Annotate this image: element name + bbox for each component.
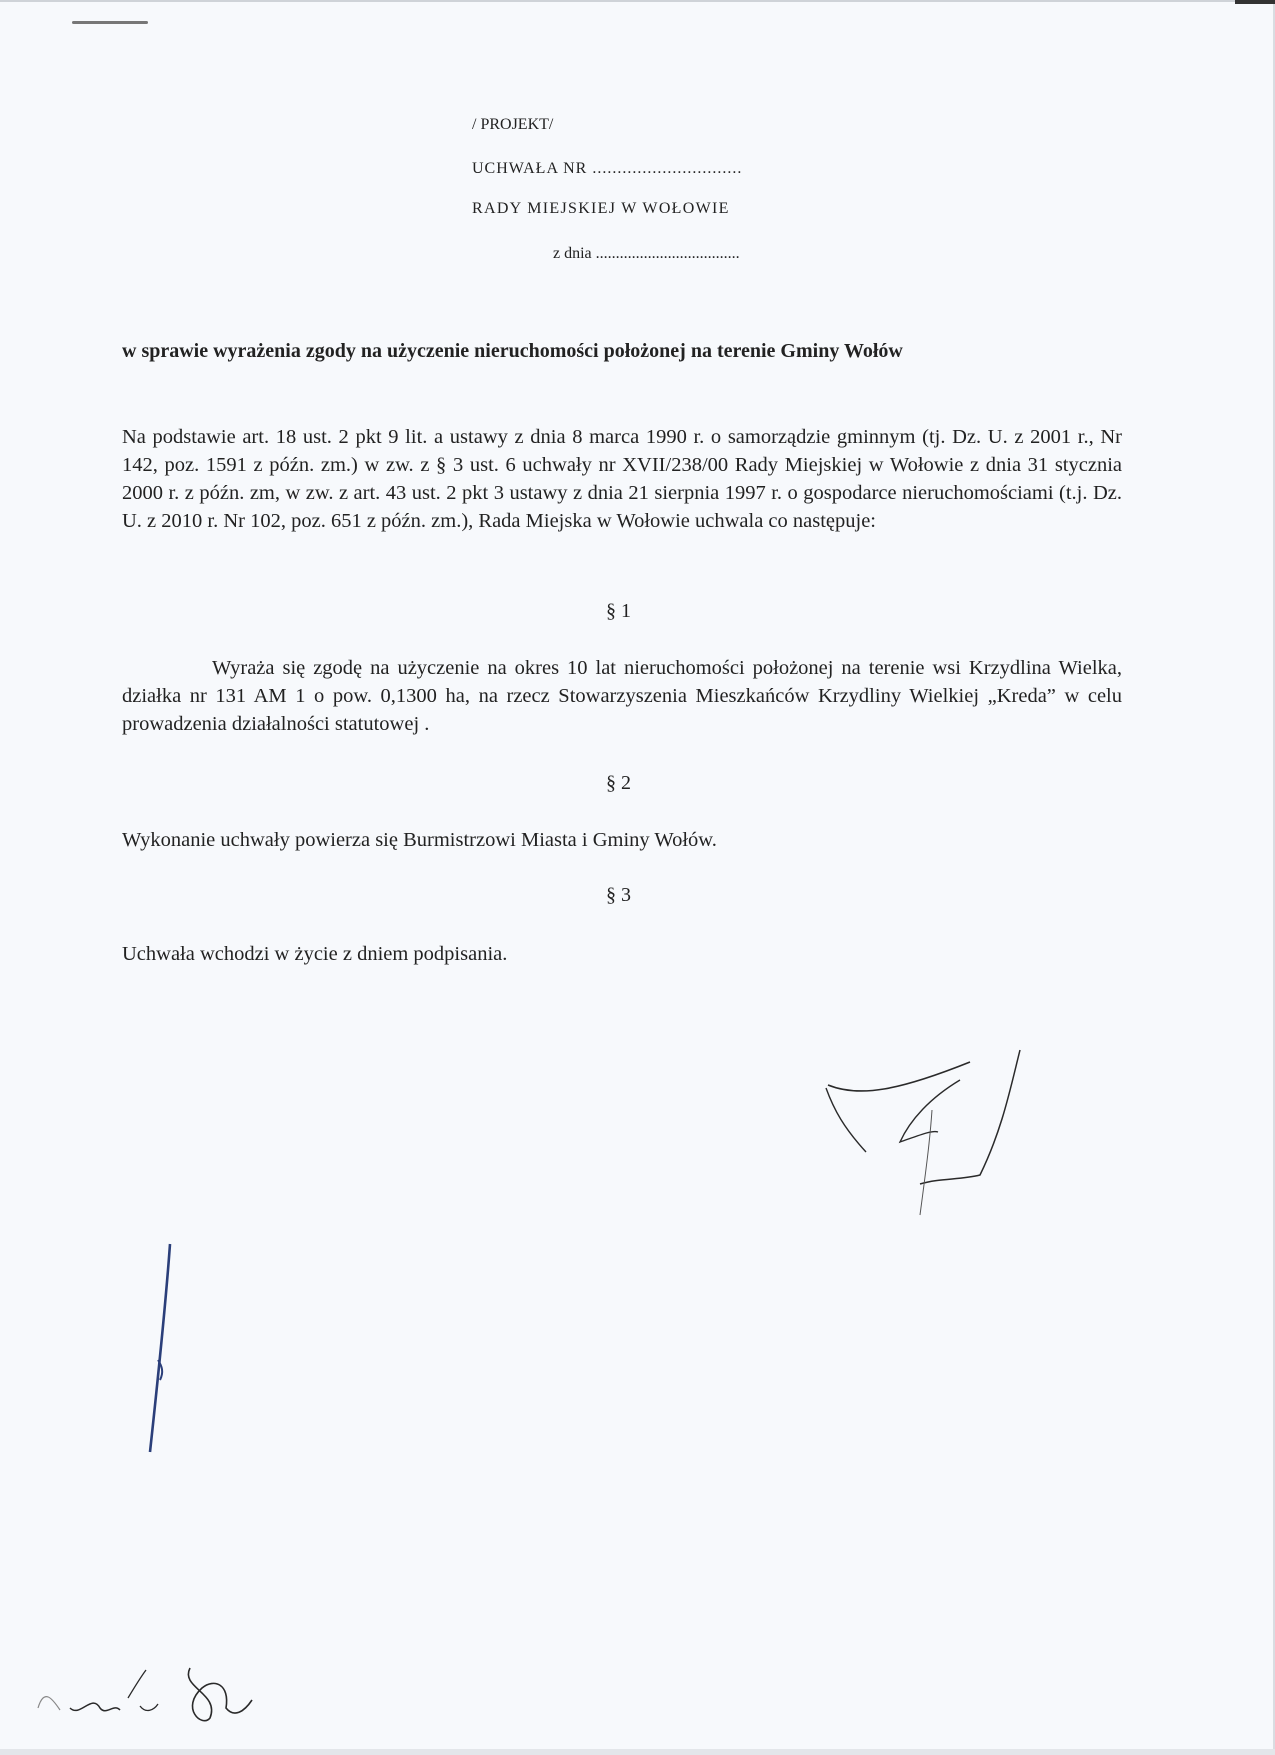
staple-mark xyxy=(72,21,148,24)
section-3-mark: § 3 xyxy=(606,884,631,906)
pen-stroke-mark xyxy=(140,1240,180,1460)
section-2-mark: § 2 xyxy=(606,772,631,794)
section-1-text: Wyraża się zgodę na użyczenie na okres 10 lat nieruchomości położonej na terenie wsi Krzydlina Wielka, działka nr 131 AM 1 o pow. 0,1300 ha, na rzecz Stowarzyszenia Mieszkańców Krzydliny Wielkiej „Kreda” w celu prowadzenia działalności statutowej . xyxy=(122,657,1122,735)
page-edge-top xyxy=(0,0,1275,2)
section-1-mark: § 1 xyxy=(606,600,631,622)
resolution-date: z dnia .................................... xyxy=(553,245,740,262)
resolution-subject: w sprawie wyrażenia zgody na użyczenie nieruchomości położonej na terenie Gminy Wołów xyxy=(122,340,903,362)
resolution-number: UCHWAŁA NR .............................. xyxy=(472,160,743,177)
section-2-text: Wykonanie uchwały powierza się Burmistrzowi Miasta i Gminy Wołów. xyxy=(122,829,717,851)
preamble-paragraph: Na podstawie art. 18 ust. 2 pkt 9 lit. a ustawy z dnia 8 marca 1990 r. o samorządzie gminnym (tj. Dz. U. z 2001 r., Nr 142, poz. 1591 z późn. zm.) w zw. z § 3 ust. 6 uchwały nr XVII/238/00 Rady Miejskiej w Wołowie z dnia 31 stycznia 2000 r. z późn. zm, w zw. z art. 43 ust. 2 pkt 3 ustawy z dnia 21 sierpnia 1997 r. o gospodarce nieruchomościami (t.j. Dz. U. z 2010 r. Nr 102, poz. 651 z późn. zm.), Rada Miejska w Wołowie uchwala co następuje: xyxy=(122,426,1122,532)
section-3-text: Uchwała wchodzi w życie z dniem podpisania. xyxy=(122,943,508,965)
council-name: RADY MIEJSKIEJ W WOŁOWIE xyxy=(472,200,730,217)
handwritten-initials xyxy=(30,1648,270,1738)
handwritten-signature xyxy=(820,1050,1060,1230)
page-edge-bottom xyxy=(0,1749,1275,1755)
scan-corner-mark xyxy=(1235,0,1275,4)
projekt-label: / PROJEKT/ xyxy=(472,116,554,133)
